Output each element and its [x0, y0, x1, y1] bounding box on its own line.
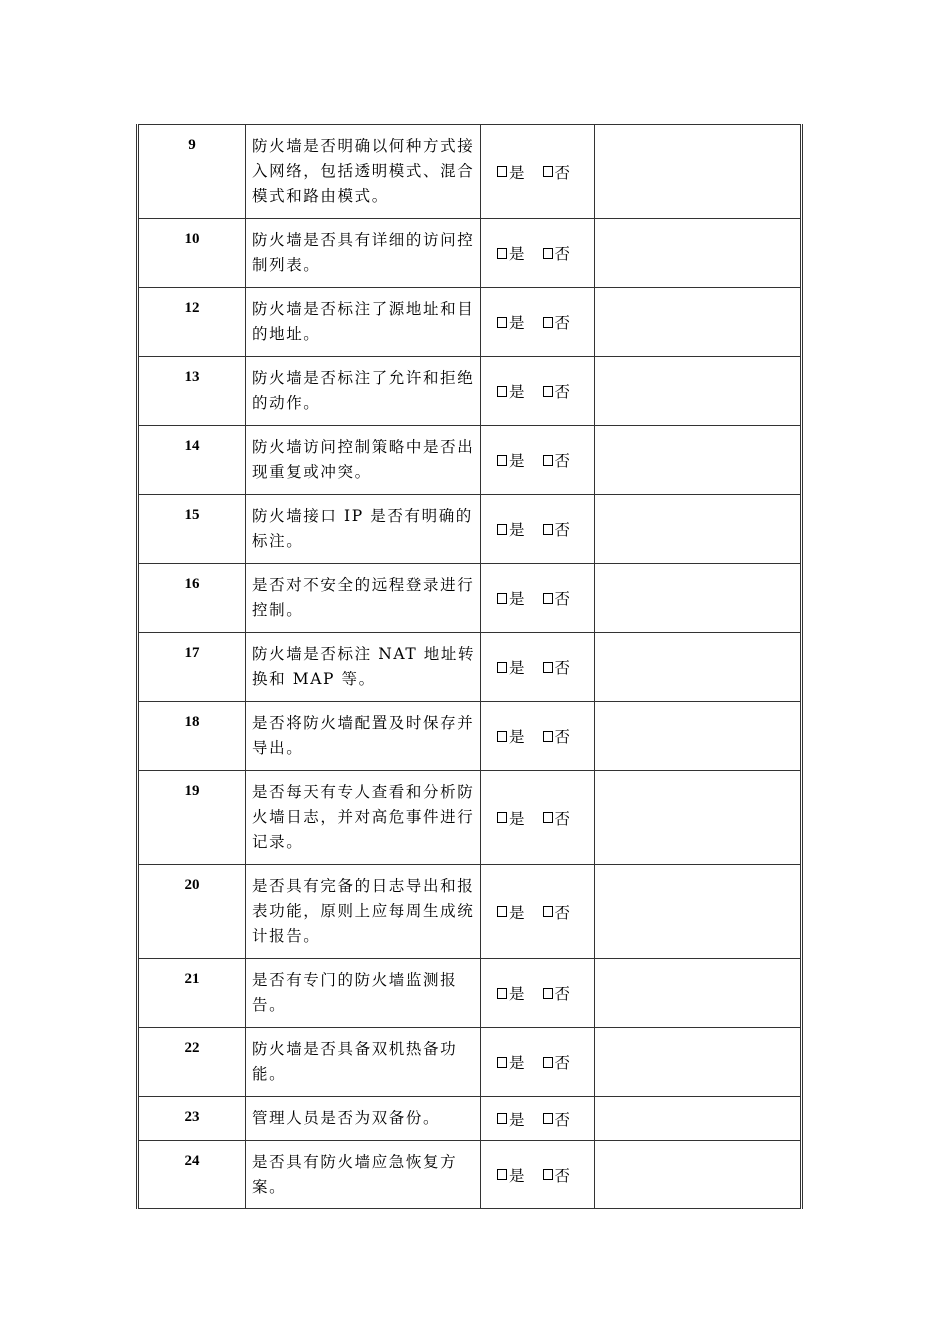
check-item-text: 防火墙是否标注了源地址和目的地址。 — [246, 288, 481, 357]
check-item-text: 是否具有完备的日志导出和报表功能，原则上应每周生成统计报告。 — [246, 865, 481, 959]
item-number: 10 — [138, 219, 246, 288]
no-label: 否 — [554, 521, 571, 539]
checklist-row — [138, 633, 802, 702]
yes-checkbox[interactable] — [497, 524, 507, 535]
no-label: 否 — [554, 1110, 571, 1129]
no-option[interactable] — [543, 587, 571, 609]
item-number: 19 — [138, 771, 246, 865]
yes-checkbox[interactable] — [497, 731, 507, 742]
yes-no-choice — [481, 288, 595, 357]
no-label: 否 — [554, 809, 571, 828]
checklist-row — [138, 125, 802, 219]
no-label: 否 — [554, 590, 571, 608]
checklist-row — [138, 219, 802, 288]
firewall-checklist-table — [136, 124, 803, 1209]
check-item-text: 防火墙是否明确以何种方式接入网络，包括透明模式、混合模式和路由模式。 — [246, 125, 481, 219]
item-number: 15 — [138, 495, 246, 564]
checklist-row — [138, 495, 802, 564]
remark-cell[interactable] — [595, 288, 802, 357]
yes-option[interactable] — [497, 901, 525, 923]
item-number: 20 — [138, 865, 246, 959]
check-item-text: 防火墙是否具备双机热备功能。 — [246, 1028, 481, 1097]
no-label: 否 — [554, 163, 571, 182]
yes-option[interactable] — [497, 380, 525, 402]
no-checkbox[interactable] — [543, 317, 553, 328]
yes-option[interactable] — [497, 1108, 525, 1130]
yes-no-choice — [481, 959, 595, 1028]
no-option[interactable] — [543, 311, 571, 333]
yes-checkbox[interactable] — [497, 906, 507, 917]
no-option[interactable] — [543, 161, 571, 183]
yes-option[interactable] — [497, 807, 525, 829]
yes-no-choice — [481, 357, 595, 426]
no-option[interactable] — [543, 380, 571, 402]
no-option[interactable] — [543, 656, 571, 678]
no-checkbox[interactable] — [543, 731, 553, 742]
checklist-row — [138, 426, 802, 495]
item-number: 18 — [138, 702, 246, 771]
yes-label: 是 — [509, 1110, 525, 1129]
no-label: 否 — [554, 985, 571, 1003]
check-item-text: 是否对不安全的远程登录进行控制。 — [246, 564, 481, 633]
yes-option[interactable] — [497, 1164, 525, 1186]
no-option[interactable] — [543, 725, 571, 747]
yes-no-choice — [481, 426, 595, 495]
check-item-text: 是否有专门的防火墙监测报告。 — [246, 959, 481, 1028]
yes-no-choice — [481, 633, 595, 702]
yes-label: 是 — [509, 314, 525, 332]
yes-option[interactable] — [497, 242, 525, 264]
no-label: 否 — [554, 1054, 571, 1072]
no-checkbox[interactable] — [543, 524, 553, 535]
check-item-text: 是否具有防火墙应急恢复方案。 — [246, 1141, 481, 1209]
remark-cell[interactable] — [595, 1141, 802, 1209]
yes-checkbox[interactable] — [497, 812, 507, 823]
remark-cell[interactable] — [595, 426, 802, 495]
no-option[interactable] — [543, 242, 571, 264]
yes-checkbox[interactable] — [497, 1169, 507, 1180]
no-checkbox[interactable] — [543, 386, 553, 397]
yes-label: 是 — [509, 452, 525, 470]
item-number: 12 — [138, 288, 246, 357]
check-item-text: 防火墙访问控制策略中是否出现重复或冲突。 — [246, 426, 481, 495]
no-label: 否 — [554, 659, 571, 677]
check-item-text: 管理人员是否为双备份。 — [246, 1097, 481, 1141]
yes-option[interactable] — [497, 982, 525, 1004]
item-number: 24 — [138, 1141, 246, 1209]
remark-cell[interactable] — [595, 1097, 802, 1141]
yes-checkbox[interactable] — [497, 166, 507, 177]
no-label: 否 — [554, 1166, 571, 1185]
no-checkbox[interactable] — [543, 593, 553, 604]
yes-checkbox[interactable] — [497, 386, 507, 397]
yes-option[interactable] — [497, 161, 525, 183]
item-number: 16 — [138, 564, 246, 633]
item-number: 9 — [138, 125, 246, 219]
checklist-row — [138, 357, 802, 426]
no-checkbox[interactable] — [543, 988, 553, 999]
no-checkbox[interactable] — [543, 662, 553, 673]
no-checkbox[interactable] — [543, 1057, 553, 1068]
yes-label: 是 — [509, 245, 525, 263]
remark-cell[interactable] — [595, 702, 802, 771]
yes-label: 是 — [509, 985, 525, 1003]
yes-label: 是 — [509, 521, 525, 539]
no-option[interactable] — [543, 982, 571, 1004]
yes-checkbox[interactable] — [497, 1113, 507, 1124]
no-option[interactable] — [543, 901, 571, 923]
yes-no-choice — [481, 125, 595, 219]
yes-label: 是 — [509, 383, 525, 401]
no-checkbox[interactable] — [543, 166, 553, 177]
yes-option[interactable] — [497, 656, 525, 678]
checklist-row — [138, 865, 802, 959]
no-label: 否 — [554, 245, 571, 263]
yes-option[interactable] — [497, 518, 525, 540]
yes-no-choice — [481, 564, 595, 633]
yes-no-choice — [481, 219, 595, 288]
checklist-row — [138, 771, 802, 865]
remark-cell[interactable] — [595, 495, 802, 564]
item-number: 17 — [138, 633, 246, 702]
checklist-row — [138, 959, 802, 1028]
no-checkbox[interactable] — [543, 812, 553, 823]
checklist-row — [138, 1097, 802, 1141]
item-number: 14 — [138, 426, 246, 495]
remark-cell[interactable] — [595, 1028, 802, 1097]
yes-checkbox[interactable] — [497, 988, 507, 999]
yes-checkbox[interactable] — [497, 1057, 507, 1068]
yes-option[interactable] — [497, 1051, 525, 1073]
yes-label: 是 — [509, 728, 525, 746]
no-label: 否 — [554, 452, 571, 470]
yes-no-choice — [481, 1097, 595, 1141]
no-label: 否 — [554, 728, 571, 746]
yes-no-choice — [481, 702, 595, 771]
yes-label: 是 — [509, 659, 525, 677]
remark-cell[interactable] — [595, 125, 802, 219]
checklist-row — [138, 1028, 802, 1097]
yes-no-choice — [481, 771, 595, 865]
no-label: 否 — [554, 383, 571, 401]
no-option[interactable] — [543, 518, 571, 540]
yes-checkbox[interactable] — [497, 248, 507, 259]
no-checkbox[interactable] — [543, 1169, 553, 1180]
yes-no-choice — [481, 495, 595, 564]
yes-checkbox[interactable] — [497, 317, 507, 328]
no-option[interactable] — [543, 449, 571, 471]
yes-option[interactable] — [497, 587, 525, 609]
no-checkbox[interactable] — [543, 1113, 553, 1124]
remark-cell[interactable] — [595, 959, 802, 1028]
remark-cell[interactable] — [595, 633, 802, 702]
no-option[interactable] — [543, 807, 571, 829]
yes-label: 是 — [509, 163, 525, 182]
yes-label: 是 — [509, 903, 525, 922]
remark-cell[interactable] — [595, 219, 802, 288]
item-number: 13 — [138, 357, 246, 426]
check-item-text: 是否每天有专人查看和分析防火墙日志，并对高危事件进行记录。 — [246, 771, 481, 865]
yes-checkbox[interactable] — [497, 662, 507, 673]
no-checkbox[interactable] — [543, 906, 553, 917]
yes-no-choice — [481, 865, 595, 959]
checklist-body — [138, 125, 802, 1209]
checklist-row — [138, 702, 802, 771]
checklist-row — [138, 288, 802, 357]
no-checkbox[interactable] — [543, 455, 553, 466]
check-item-text: 防火墙是否具有详细的访问控制列表。 — [246, 219, 481, 288]
check-item-text: 防火墙是否标注 NAT 地址转换和 MAP 等。 — [246, 633, 481, 702]
yes-checkbox[interactable] — [497, 593, 507, 604]
item-number: 23 — [138, 1097, 246, 1141]
no-checkbox[interactable] — [543, 248, 553, 259]
no-label: 否 — [554, 903, 571, 922]
no-option[interactable] — [543, 1051, 571, 1073]
check-item-text: 是否将防火墙配置及时保存并导出。 — [246, 702, 481, 771]
yes-no-choice — [481, 1141, 595, 1209]
no-option[interactable] — [543, 1108, 571, 1130]
check-item-text: 防火墙接口 IP 是否有明确的标注。 — [246, 495, 481, 564]
no-label: 否 — [554, 314, 571, 332]
remark-cell[interactable] — [595, 865, 802, 959]
item-number: 22 — [138, 1028, 246, 1097]
checklist-row — [138, 564, 802, 633]
no-option[interactable] — [543, 1164, 571, 1186]
yes-label: 是 — [509, 1054, 525, 1072]
yes-checkbox[interactable] — [497, 455, 507, 466]
remark-cell[interactable] — [595, 771, 802, 865]
yes-label: 是 — [509, 1166, 525, 1185]
check-item-text: 防火墙是否标注了允许和拒绝的动作。 — [246, 357, 481, 426]
checklist-row — [138, 1141, 802, 1209]
yes-option[interactable] — [497, 725, 525, 747]
yes-no-choice — [481, 1028, 595, 1097]
yes-option[interactable] — [497, 449, 525, 471]
item-number: 21 — [138, 959, 246, 1028]
remark-cell[interactable] — [595, 564, 802, 633]
yes-label: 是 — [509, 809, 525, 828]
yes-label: 是 — [509, 590, 525, 608]
yes-option[interactable] — [497, 311, 525, 333]
remark-cell[interactable] — [595, 357, 802, 426]
